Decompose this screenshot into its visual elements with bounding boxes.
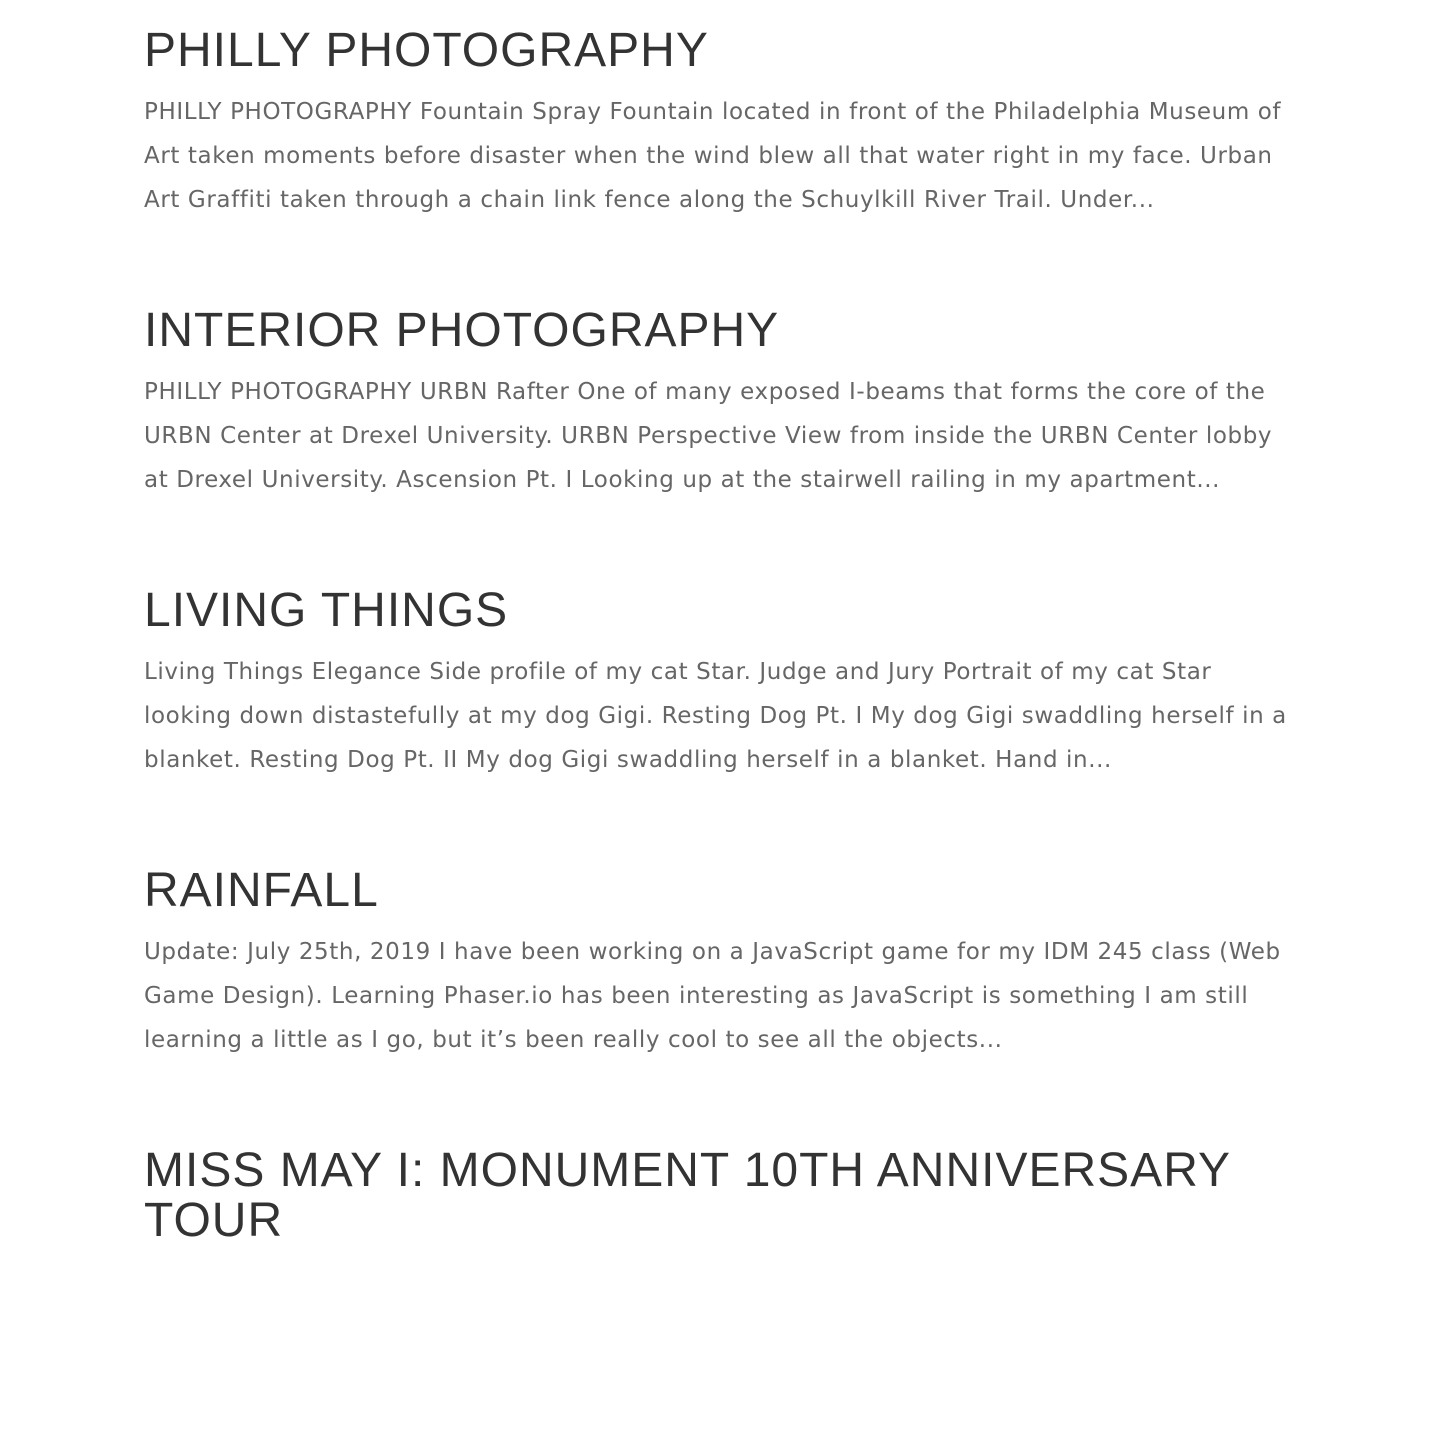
post-title-link[interactable]: MISS MAY I: MONUMENT 10TH ANNIVERSARY TOUR <box>144 1144 1231 1247</box>
post-excerpt: PHILLY PHOTOGRAPHY Fountain Spray Fountain located in front of the Philadelphia Museum of Art taken moments before disaster when the wind blew all that water right in my face. Urban Art Graffiti taken through a chain link fence along the Schuylkill River Trail. Under... <box>144 99 1282 213</box>
blog-post <box>144 866 1304 1062</box>
post-title-link[interactable]: INTERIOR PHOTOGRAPHY <box>144 304 780 357</box>
blog-post <box>144 26 1304 222</box>
blog-post <box>144 1146 1304 1246</box>
post-title-link[interactable]: LIVING THINGS <box>144 584 509 637</box>
blog-post <box>144 586 1304 782</box>
blog-post-list <box>144 26 1304 1330</box>
post-title-link[interactable]: PHILLY PHOTOGRAPHY <box>144 24 709 77</box>
post-excerpt: PHILLY PHOTOGRAPHY URBN Rafter One of many exposed I-beams that forms the core of the URBN Center at Drexel University. URBN Perspective View from inside the URBN Center lobby at Drexel University. Ascension Pt. I Looking up at the stairwell railing in my apartment... <box>144 379 1273 493</box>
post-excerpt: Living Things Elegance Side profile of my cat Star. Judge and Jury Portrait of my cat Star looking down distastefully at my dog Gigi. Resting Dog Pt. I My dog Gigi swaddling herself in a blanket. Resting Dog Pt. II My dog Gigi swaddling herself in a blanket. Hand in... <box>144 659 1287 773</box>
blog-post <box>144 306 1304 502</box>
post-excerpt: Update: July 25th, 2019 I have been working on a JavaScript game for my IDM 245 class (Web Game Design). Learning Phaser.io has been interesting as JavaScript is something I am still learning a little as I go, but it’s been really cool to see all the objects... <box>144 939 1281 1053</box>
post-title-link[interactable]: RAINFALL <box>144 864 379 917</box>
